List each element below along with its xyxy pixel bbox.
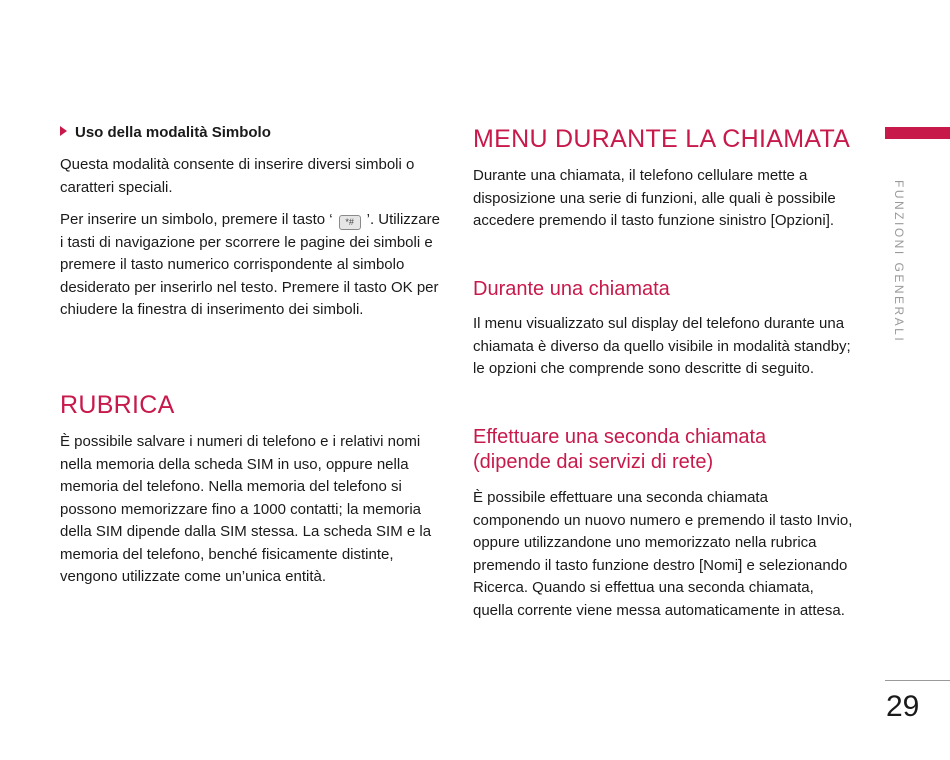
triangle-bullet-icon bbox=[60, 126, 67, 136]
menu-during-call-title: MENU DURANTE LA CHIAMATA bbox=[473, 125, 851, 153]
symbol-mode-instructions bbox=[60, 209, 440, 322]
rubrica-paragraph: È possibile salvare i numeri di telefono e i relativi nomi nella memoria della scheda SIM in uso, oppure nella memoria del telefono. Nella memoria del telefono si possono memorizzare fino a 1000 contatti; la memoria della SIM dipende dalla SIM stessa. La scheda SIM e la memoria del telefono, benché fisicamente distinte, vengono utilizzate come un’unica entità. bbox=[60, 433, 432, 585]
page-number-rule bbox=[885, 680, 950, 681]
during-call-subtitle: Durante una chiamata bbox=[473, 278, 670, 300]
symbol-mode-intro: Questa modalità consente di inserire diversi simboli o caratteri speciali. bbox=[60, 156, 415, 196]
symbol-instructions-pre: Per inserire un simbolo, premere il tasto ‘ bbox=[60, 211, 333, 228]
symbol-mode-heading-text: Uso della modalità Simbolo bbox=[75, 124, 271, 141]
menu-during-call-paragraph: Durante una chiamata, il telefono cellulare mette a disposizione una serie di funzioni, alle quali è possibile accedere premendo il tasto funzione sinistro [Opzioni]. bbox=[473, 167, 836, 229]
during-call-paragraph: Il menu visualizzato sul display del telefono durante una chiamata è diverso da quello visibile in modalità standby; le opzioni che comprende sono descritte di seguito. bbox=[473, 315, 851, 377]
section-side-label: FUNZIONI GENERALI bbox=[892, 180, 906, 344]
second-call-subtitle: Effettuare una seconda chiamata (dipende dai servizi di rete) bbox=[473, 426, 767, 473]
symbol-instructions-post: ’. Utilizzare i tasti di navigazione per scorrere le pagine dei simboli e premere il tasto numerico corrispondente al simbolo desiderato per inserirlo nel testo. Premere il tasto OK per chiudere la finestra di inserimento dei simboli. bbox=[60, 211, 440, 318]
rubrica-title: RUBRICA bbox=[60, 391, 175, 419]
section-accent-bar bbox=[885, 127, 950, 139]
second-call-paragraph: È possibile effettuare una seconda chiamata componendo un nuovo numero e premendo il tasto Invio, oppure utilizzandone uno memorizzato nella rubrica premendo il tasto funzione destro [Nomi] e selezionando Ricerca. Quando si effettua una seconda chiamata, quella corrente viene messa automaticamente in attesa. bbox=[473, 489, 853, 619]
symbol-mode-heading bbox=[60, 124, 271, 141]
page-number: 29 bbox=[886, 690, 920, 723]
star-hash-key-icon: *# bbox=[339, 215, 361, 230]
